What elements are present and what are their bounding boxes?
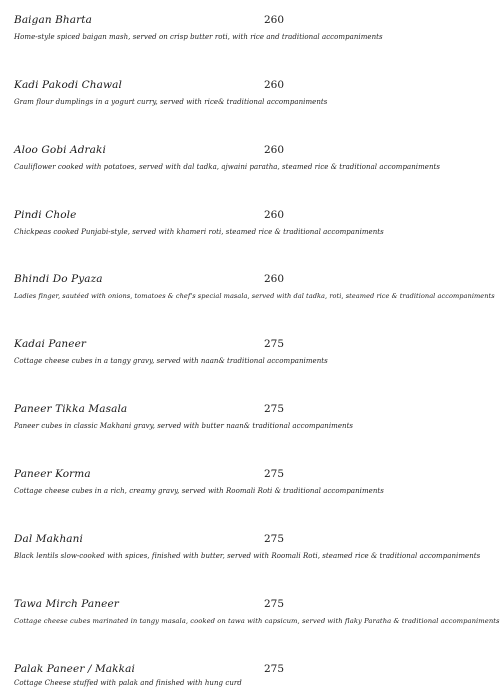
dish-description: Paneer cubes in classic Makhani gravy, served with butter naan& traditional accompaniments xyxy=(14,422,354,430)
dish-name: Kadi Pakodi Chawal xyxy=(14,79,122,91)
menu-item-header xyxy=(14,338,500,352)
dish-description: Gram flour dumplings in a yogurt curry, served with rice& traditional accompaniments xyxy=(14,98,328,106)
menu-item-header xyxy=(14,209,500,223)
dish-price: 275 xyxy=(264,533,285,545)
dish-description: Home-style spiced baigan mash, served on crisp butter roti, with rice and traditional accompaniments xyxy=(14,33,383,41)
menu-item-palak-paneer-makkai xyxy=(14,663,500,687)
dish-name: Baigan Bharta xyxy=(14,14,92,26)
dish-description: Cottage Cheese stuffed with palak and finished with hung curd xyxy=(14,679,242,687)
dish-price: 275 xyxy=(264,598,285,610)
menu-item-header xyxy=(14,598,500,612)
dish-price: 260 xyxy=(264,209,285,221)
menu-item-kadi-pakodi-chawal xyxy=(14,79,500,106)
menu-item-header xyxy=(14,468,500,482)
menu-item-bhindi-do-pyaza xyxy=(14,273,500,300)
dish-description: Cauliflower cooked with potatoes, served with dal tadka, ajwaini paratha, steamed rice & traditional accompaniments xyxy=(14,163,441,171)
dish-price: 260 xyxy=(264,79,285,91)
menu-item-baigan-bharta xyxy=(14,14,500,41)
dish-description: Cottage cheese cubes marinated in tangy masala, cooked on tawa with capsicum, served with flaky Paratha & traditional accompaniments xyxy=(14,617,500,625)
menu-item-kadai-paneer xyxy=(14,338,500,365)
dish-name: Kadai Paneer xyxy=(14,338,87,350)
menu-item-header xyxy=(14,403,500,417)
dish-price: 275 xyxy=(264,468,285,480)
menu-item-paneer-korma xyxy=(14,468,500,495)
dish-name: Pindi Chole xyxy=(14,209,77,221)
dish-description: Cottage cheese cubes in a tangy gravy, served with naan& traditional accompaniments xyxy=(14,357,328,365)
menu-item-aloo-gobi-adraki xyxy=(14,144,500,171)
menu-item-header xyxy=(14,144,500,158)
dish-name: Paneer Korma xyxy=(14,468,91,480)
dish-description: Ladies finger, sautéed with onions, tomatoes & chef's special masala, served with dal tadka, roti, steamed rice & traditional accompaniments xyxy=(14,292,495,300)
menu-item-header xyxy=(14,533,500,547)
menu-item-header xyxy=(14,79,500,93)
dish-description: Chickpeas cooked Punjabi-style, served with khameri roti, steamed rice & traditional accompaniments xyxy=(14,228,384,236)
dish-price: 260 xyxy=(264,144,285,156)
dish-price: 260 xyxy=(264,14,285,26)
dish-name: Bhindi Do Pyaza xyxy=(14,273,103,285)
menu-item-header xyxy=(14,14,500,28)
dish-price: 275 xyxy=(264,663,285,675)
menu-item-pindi-chole xyxy=(14,209,500,236)
dish-name: Tawa Mirch Paneer xyxy=(14,598,119,610)
dish-name: Dal Makhani xyxy=(14,533,83,545)
menu-item-tawa-mirch-paneer xyxy=(14,598,500,625)
dish-name: Palak Paneer / Makkai xyxy=(14,663,135,675)
dish-price: 275 xyxy=(264,338,285,350)
dish-name: Paneer Tikka Masala xyxy=(14,403,128,415)
menu-item-header xyxy=(14,273,500,287)
dish-description: Black lentils slow-cooked with spices, finished with butter, served with Roomali Roti, steamed rice & traditional accompaniments xyxy=(14,552,481,560)
dish-price: 275 xyxy=(264,403,285,415)
menu-item-dal-makhani xyxy=(14,533,500,560)
dish-name: Aloo Gobi Adraki xyxy=(14,144,106,156)
dish-price: 260 xyxy=(264,273,285,285)
dish-description: Cottage cheese cubes in a rich, creamy gravy, served with Roomali Roti & traditional accompaniments xyxy=(14,487,384,495)
menu-item-paneer-tikka-masala xyxy=(14,403,500,430)
menu-item-header xyxy=(14,663,500,677)
